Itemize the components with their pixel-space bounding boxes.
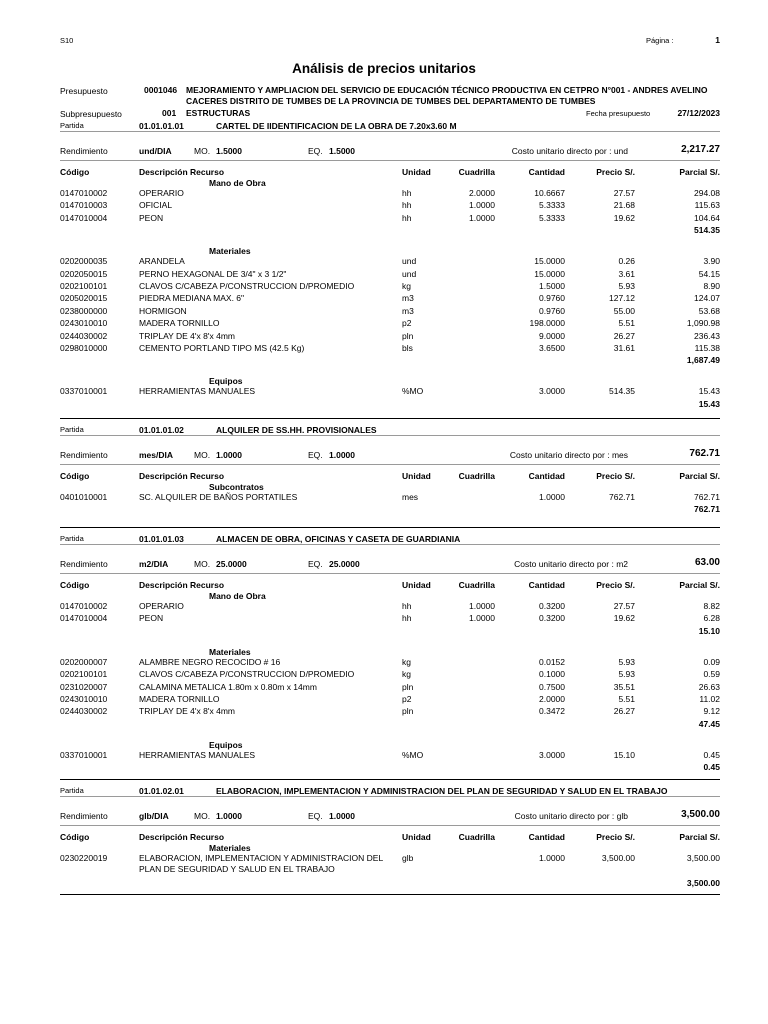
resource-code: 0202100101: [60, 669, 108, 680]
resource-description: MADERA TORNILLO: [139, 694, 220, 704]
resource-cantidad: 198.0000: [529, 318, 565, 329]
resource-description: TRIPLAY DE 4'x 8'x 4mm: [139, 706, 235, 717]
resource-cantidad: 1.0000: [539, 853, 565, 863]
resource-cantidad: 0.9760: [539, 293, 565, 304]
col-header-cantidad: Cantidad: [528, 580, 565, 590]
col-header-cuadrilla: Cuadrilla: [458, 471, 495, 481]
resource-unit: glb: [402, 853, 414, 863]
resource-cuadrilla: 1.0000: [469, 200, 495, 211]
resource-precio: 27.57: [613, 601, 635, 611]
document-end-line: [60, 894, 720, 895]
group-subtotal: 3,500.00: [686, 878, 720, 889]
partida-code: 01.01.01.02: [139, 425, 184, 435]
costo-unitario-label: Costo unitario directo por : und: [511, 146, 628, 156]
col-header-cantidad: Cantidad: [528, 471, 565, 481]
col-header-cuadrilla: Cuadrilla: [458, 580, 495, 590]
resource-unit: kg: [402, 281, 411, 291]
resource-parcial: 6.28: [703, 613, 720, 624]
group-subtotal: 47.45: [698, 718, 720, 729]
resource-code: 0205020015: [60, 293, 108, 304]
partida-name: ELABORACION, IMPLEMENTACION Y ADMINISTRACION DEL PLAN DE SEGURIDAD Y SALUD EN EL TRABAJO: [216, 786, 668, 796]
col-header-cantidad: Cantidad: [528, 167, 565, 177]
group-title: Mano de Obra: [209, 178, 266, 188]
resource-precio: 21.68: [613, 200, 635, 211]
resource-code: 0298010000: [60, 343, 108, 353]
col-header-parcial: Parcial S/.: [679, 580, 720, 590]
resource-cantidad: 15.0000: [534, 268, 565, 279]
col-header-precio: Precio S/.: [596, 167, 635, 177]
resource-unit: m3: [402, 293, 414, 304]
resource-unit: kg: [402, 656, 411, 667]
resource-description: CLAVOS C/CABEZA P/CONSTRUCCION D/PROMEDIO: [139, 669, 355, 680]
group-title: Materiales: [209, 246, 251, 257]
resource-unit: und: [402, 256, 417, 267]
eq-label: EQ.: [308, 811, 323, 821]
eq-value: 1.5000: [329, 146, 355, 156]
subpresupuesto-name: ESTRUCTURAS: [186, 108, 251, 118]
resource-description: OPERARIO: [139, 601, 184, 611]
resource-description: TRIPLAY DE 4'x 8'x 4mm: [139, 330, 235, 341]
eq-value: 1.0000: [329, 811, 355, 821]
col-header-precio: Precio S/.: [596, 471, 635, 481]
resource-cantidad: 0.3200: [539, 613, 565, 624]
presupuesto-code: 0001046: [144, 85, 178, 95]
mo-value: 1.0000: [216, 450, 242, 460]
resource-precio: 762.71: [609, 492, 635, 502]
resource-precio: 19.62: [613, 613, 635, 624]
rendimiento-label: Rendimiento: [60, 450, 108, 460]
resource-description: HORMIGON: [139, 305, 187, 316]
rendimiento-label: Rendimiento: [60, 811, 108, 821]
resource-parcial: 8.90: [703, 281, 720, 291]
resource-cantidad: 10.6667: [534, 188, 565, 198]
rendimiento-underline: [60, 160, 720, 161]
resource-unit: hh: [402, 212, 412, 223]
mo-value: 25.0000: [216, 559, 247, 569]
resource-description: ELABORACION, IMPLEMENTACION Y ADMINISTRACION DEL: [139, 853, 384, 863]
col-header-codigo: Código: [60, 167, 90, 177]
col-header-descripcion: Descripción Recurso: [139, 580, 225, 590]
resource-unit: hh: [402, 188, 412, 198]
resource-description: CLAVOS C/CABEZA P/CONSTRUCCION D/PROMEDIO: [139, 281, 355, 291]
resource-unit: hh: [402, 601, 412, 611]
eq-value: 25.0000: [329, 559, 360, 569]
resource-unit: %MO: [402, 749, 424, 760]
costo-unitario-value: 2,217.27: [681, 144, 720, 155]
partida-label: Partida: [60, 786, 84, 795]
resource-parcial: 124.07: [694, 293, 720, 304]
partida-label: Partida: [60, 534, 84, 543]
resource-description: MADERA TORNILLO: [139, 318, 220, 329]
col-header-descripcion: Descripción Recurso: [139, 471, 225, 481]
partida-underline: [60, 131, 720, 132]
partida-underline: [60, 544, 720, 545]
resource-parcial: 0.09: [703, 656, 720, 667]
partida-underline: [60, 796, 720, 797]
col-header-cantidad: Cantidad: [528, 832, 565, 842]
resource-unit: pln: [402, 681, 414, 692]
resource-unit: bls: [402, 343, 413, 353]
resource-cantidad: 0.0152: [539, 656, 565, 667]
system-label: S10: [60, 36, 74, 45]
group-subtotal: 762.71: [694, 504, 720, 515]
resource-precio: 5.93: [618, 281, 635, 291]
eq-label: EQ.: [308, 146, 323, 156]
col-header-codigo: Código: [60, 580, 90, 590]
partida-underline: [60, 435, 720, 436]
resource-unit: und: [402, 268, 417, 279]
resource-unit: %MO: [402, 386, 424, 397]
resource-unit: kg: [402, 669, 411, 680]
resource-unit: hh: [402, 200, 412, 211]
resource-code: 0202000007: [60, 656, 108, 667]
resource-cantidad: 15.0000: [534, 256, 565, 267]
rendimiento-label: Rendimiento: [60, 146, 108, 156]
resource-unit: mes: [402, 492, 419, 502]
resource-code: 0337010001: [60, 386, 108, 397]
resource-cantidad: 0.1000: [539, 669, 565, 680]
resource-parcial: 9.12: [703, 706, 720, 717]
resource-parcial: 53.68: [698, 305, 720, 316]
resource-cuadrilla: 2.0000: [469, 188, 495, 198]
col-header-cuadrilla: Cuadrilla: [458, 167, 495, 177]
resource-code: 0238000000: [60, 305, 108, 316]
group-subtotal: 1,687.49: [686, 355, 720, 366]
resource-cantidad: 5.3333: [539, 212, 565, 223]
rendimiento-underline: [60, 825, 720, 826]
resource-precio: 35.51: [613, 681, 635, 692]
resource-cuadrilla: 1.0000: [469, 601, 495, 611]
fecha-value: 27/12/2023: [677, 108, 720, 118]
group-subtotal: 15.43: [698, 398, 720, 409]
resource-cantidad: 0.3200: [539, 601, 565, 611]
resource-description: ARANDELA: [139, 256, 185, 267]
resource-parcial: 11.02: [699, 694, 720, 704]
resource-code: 0147010004: [60, 212, 108, 223]
resource-precio: 514.35: [609, 386, 635, 397]
resource-parcial: 26.63: [698, 681, 720, 692]
col-header-unidad: Unidad: [402, 580, 431, 590]
resource-description: PEON: [139, 212, 164, 223]
rendimiento-unit: mes/DIA: [139, 450, 174, 460]
resource-cantidad: 0.7500: [539, 681, 565, 692]
resource-parcial: 3,500.00: [686, 853, 720, 863]
resource-parcial: 294.08: [694, 188, 720, 198]
col-header-unidad: Unidad: [402, 167, 431, 177]
col-header-precio: Precio S/.: [596, 580, 635, 590]
costo-unitario-label: Costo unitario directo por : m2: [514, 559, 628, 569]
col-header-codigo: Código: [60, 832, 90, 842]
resource-unit: p2: [402, 694, 412, 704]
resource-description: CEMENTO PORTLAND TIPO MS (42.5 Kg): [139, 343, 305, 353]
resource-cantidad: 2.0000: [539, 694, 565, 704]
resource-parcial: 1,090.98: [686, 318, 720, 329]
resource-unit: pln: [402, 706, 414, 717]
resource-parcial: 236.43: [694, 330, 720, 341]
resource-code: 0244030002: [60, 706, 108, 717]
resource-parcial: 104.64: [694, 212, 720, 223]
eq-label: EQ.: [308, 559, 323, 569]
resource-description-cont: PLAN DE SEGURIDAD Y SALUD EN EL TRABAJO: [139, 864, 335, 874]
resource-cantidad: 3.0000: [539, 386, 565, 397]
resource-code: 0202000035: [60, 256, 108, 267]
col-header-descripcion: Descripción Recurso: [139, 167, 225, 177]
partida-label: Partida: [60, 121, 84, 130]
resource-cantidad: 5.3333: [539, 200, 565, 211]
resource-description: HERRAMIENTAS MANUALES: [139, 386, 256, 397]
resource-cuadrilla: 1.0000: [469, 613, 495, 624]
costo-unitario-value: 63.00: [694, 557, 720, 568]
resource-unit: hh: [402, 613, 412, 624]
resource-cantidad: 1.5000: [539, 281, 565, 291]
mo-label: MO.: [194, 450, 211, 460]
resource-precio: 15.10: [613, 749, 635, 760]
resource-code: 0401010001: [60, 492, 108, 502]
col-header-parcial: Parcial S/.: [679, 471, 720, 481]
col-header-codigo: Código: [60, 471, 90, 481]
group-subtotal: 0.45: [703, 762, 720, 773]
mo-value: 1.5000: [216, 146, 242, 156]
resource-precio: 5.51: [618, 318, 635, 329]
resource-description: PEON: [139, 613, 164, 624]
col-header-unidad: Unidad: [402, 471, 431, 481]
resource-description: CALAMINA METALICA 1.80m x 0.80m x 14mm: [139, 681, 317, 692]
resource-description: ALAMBRE NEGRO RECOCIDO # 16: [139, 656, 281, 667]
resource-code: 0231020007: [60, 681, 108, 692]
resource-cantidad: 3.6500: [539, 343, 565, 353]
resource-cantidad: 0.9760: [539, 305, 565, 316]
resource-cuadrilla: 1.0000: [469, 212, 495, 223]
resource-precio: 5.93: [618, 669, 635, 680]
resource-description: PIEDRA MEDIANA MAX. 6": [139, 293, 245, 304]
resource-precio: 27.57: [613, 188, 635, 198]
mo-label: MO.: [194, 146, 211, 156]
page-number: 1: [715, 35, 720, 45]
resource-unit: pln: [402, 330, 414, 341]
partida-name: ALMACEN DE OBRA, OFICINAS Y CASETA DE GUARDIANIA: [216, 534, 461, 544]
resource-precio: 26.27: [613, 330, 635, 341]
rendimiento-label: Rendimiento: [60, 559, 108, 569]
resource-parcial: 3.90: [703, 256, 720, 267]
resource-code: 0243010010: [60, 318, 108, 329]
resource-cantidad: 9.0000: [539, 330, 565, 341]
resource-precio: 3,500.00: [601, 853, 635, 863]
subpresupuesto-label: Subpresupuesto: [60, 109, 122, 119]
resource-unit: p2: [402, 318, 412, 329]
col-header-precio: Precio S/.: [596, 832, 635, 842]
resource-precio: 19.62: [613, 212, 635, 223]
rendimiento-unit: glb/DIA: [139, 811, 169, 821]
resource-precio: 5.93: [618, 656, 635, 667]
resource-parcial: 115.38: [694, 343, 720, 353]
resource-precio: 55.00: [613, 305, 635, 316]
group-title: Equipos: [209, 739, 243, 750]
resource-cantidad: 3.0000: [539, 749, 565, 760]
page-label: Página :: [646, 36, 674, 45]
resource-cantidad: 0.3472: [539, 706, 565, 717]
resource-description: OPERARIO: [139, 188, 184, 198]
mo-label: MO.: [194, 559, 211, 569]
resource-code: 0230220019: [60, 853, 108, 863]
group-title: Equipos: [209, 376, 243, 387]
resource-parcial: 0.59: [703, 669, 720, 680]
resource-precio: 5.51: [618, 694, 635, 704]
rendimiento-underline: [60, 464, 720, 465]
presupuesto-label: Presupuesto: [60, 86, 108, 96]
resource-description: PERNO HEXAGONAL DE 3/4" x 3 1/2": [139, 268, 287, 279]
resource-code: 0244030002: [60, 330, 108, 341]
resource-precio: 26.27: [613, 706, 635, 717]
partida-code: 01.01.01.01: [139, 121, 184, 131]
resource-precio: 31.61: [613, 343, 635, 353]
resource-parcial: 0.45: [703, 749, 720, 760]
presupuesto-text-line1: MEJORAMIENTO Y AMPLIACION DEL SERVICIO DE EDUCACIÓN TÉCNICO PRODUCTIVA EN CETPRO N°001 - ANDRES AVELINO: [186, 85, 708, 95]
group-subtotal: 15.10: [698, 625, 720, 636]
resource-code: 0202050015: [60, 268, 108, 279]
resource-parcial: 15.43: [698, 386, 720, 397]
col-header-parcial: Parcial S/.: [679, 832, 720, 842]
partida-name: CARTEL DE IIDENTIFICACION DE LA OBRA DE 7.20x3.60 M: [216, 121, 457, 131]
mo-label: MO.: [194, 811, 211, 821]
group-title: Mano de Obra: [209, 591, 266, 601]
group-title: Subcontratos: [209, 482, 264, 492]
costo-unitario-value: 762.71: [689, 448, 720, 459]
group-title: Materiales: [209, 843, 251, 853]
fecha-label: Fecha presupuesto: [586, 109, 651, 118]
rendimiento-unit: und/DIA: [139, 146, 172, 156]
rendimiento-unit: m2/DIA: [139, 559, 169, 569]
costo-unitario-label: Costo unitario directo por : mes: [509, 450, 628, 460]
partida-name: ALQUILER DE SS.HH. PROVISIONALES: [216, 425, 377, 435]
resource-code: 0147010002: [60, 601, 108, 611]
resource-code: 0337010001: [60, 749, 108, 760]
page-title: Análisis de precios unitarios: [292, 61, 476, 76]
partida-separator: [60, 418, 720, 419]
resource-precio: 0.26: [618, 256, 635, 267]
col-header-descripcion: Descripción Recurso: [139, 832, 225, 842]
resource-code: 0202100101: [60, 281, 108, 291]
resource-precio: 3.61: [618, 268, 635, 279]
partida-separator: [60, 779, 720, 780]
resource-code: 0147010003: [60, 200, 108, 211]
resource-parcial: 8.82: [703, 601, 720, 611]
group-subtotal: 514.35: [694, 225, 720, 236]
presupuesto-text-line2: CACERES DISTRITO DE TUMBES DE LA PROVINCIA DE TUMBES DEL DEPARTAMENTO DE TUMBES: [186, 96, 596, 106]
resource-cantidad: 1.0000: [539, 492, 565, 502]
costo-unitario-label: Costo unitario directo por : glb: [514, 811, 628, 821]
costo-unitario-value: 3,500.00: [681, 809, 720, 820]
resource-parcial: 54.15: [698, 268, 720, 279]
resource-code: 0147010004: [60, 613, 108, 624]
resource-code: 0147010002: [60, 188, 108, 198]
resource-unit: m3: [402, 305, 414, 316]
resource-code: 0243010010: [60, 694, 108, 704]
partida-code: 01.01.02.01: [139, 786, 184, 796]
col-header-unidad: Unidad: [402, 832, 431, 842]
resource-description: OFICIAL: [139, 200, 173, 211]
resource-description: HERRAMIENTAS MANUALES: [139, 749, 256, 760]
partida-label: Partida: [60, 425, 84, 434]
subpresupuesto-code: 001: [162, 108, 177, 118]
rendimiento-underline: [60, 573, 720, 574]
mo-value: 1.0000: [216, 811, 242, 821]
partida-code: 01.01.01.03: [139, 534, 184, 544]
group-title: Materiales: [209, 646, 251, 657]
resource-parcial: 762.71: [694, 492, 720, 502]
partida-separator: [60, 527, 720, 528]
resource-precio: 127.12: [609, 293, 635, 304]
eq-value: 1.0000: [329, 450, 355, 460]
resource-parcial: 115.63: [694, 200, 720, 211]
eq-label: EQ.: [308, 450, 323, 460]
resource-description: SC. ALQUILER DE BAÑOS PORTATILES: [139, 492, 298, 502]
col-header-parcial: Parcial S/.: [679, 167, 720, 177]
col-header-cuadrilla: Cuadrilla: [458, 832, 495, 842]
